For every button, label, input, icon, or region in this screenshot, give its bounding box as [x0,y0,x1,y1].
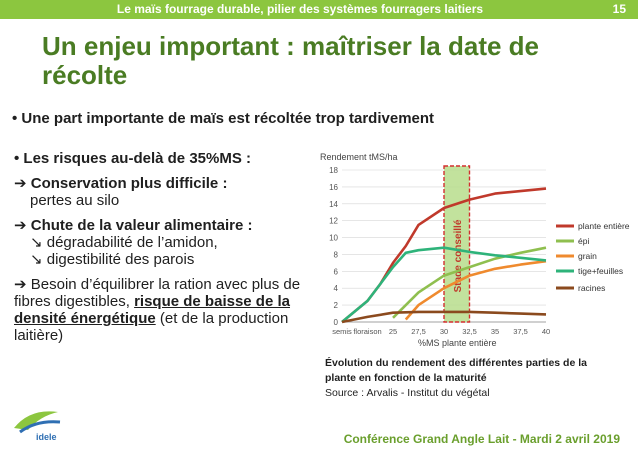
footer-text: Conférence Grand Angle Lait - Mardi 2 avril 2019 [343,432,620,446]
y-tick-label: 14 [329,199,338,209]
y-tick-label: 10 [329,233,338,243]
page-number: 15 [612,2,626,16]
x-tick-label: 32,5 [462,327,477,336]
fibre-bold: risque de baisse de la densité énergétique [14,293,290,327]
food-item-1: dégradabilité de l’amidon, [46,234,218,251]
food-bullet [14,217,314,268]
intro-text: Une part importante de maïs est récoltée trop tardivement [21,110,435,127]
legend-label: grain [578,251,597,261]
x-tick-label: 25 [388,327,398,336]
chart-caption [325,356,605,401]
caption-source: Source : Arvalis - Institut du végétal [325,387,490,399]
logo-text: idele [36,432,57,442]
idele-logo [10,398,72,444]
slide-title: Un enjeu important : maîtriser la date de récolte [42,31,539,90]
x-tick-label: floraison [353,327,382,336]
arrow-right-icon: ➔ [14,175,27,192]
legend-label: tige+feuilles [578,266,624,276]
risks-bullet: • Les risques au-delà de 35%MS : [14,150,251,167]
presentation-title: Le maïs fourrage durable, pilier des systèmes fourragers laitiers [116,2,484,16]
y-tick-label: 0 [333,318,338,327]
legend-label: racines [578,283,606,293]
risks-text: Les risques au-delà de 35%MS : [23,150,251,167]
arrow-right-icon: ➔ [14,217,27,234]
x-tick-label: 37,5 [513,327,528,336]
conservation-text: pertes au silo [30,192,120,209]
y-tick-label: 18 [329,166,338,175]
arrow-down-right-icon: ↘ [30,234,43,251]
legend-label: plante entière [578,221,630,231]
fibre-text-1: Besoin d’équilibrer la ration avec plus de fibres digestibles, [14,276,301,310]
conservation-head: Conservation plus difficile : [30,175,228,192]
chart-xlabel: %MS plante entière [418,338,497,348]
fibre-text-2: (et de la production laitière) [14,310,289,344]
food-item-2: digestibilité des parois [46,251,195,268]
arrow-down-right-icon: ↘ [30,251,43,268]
x-tick-label: semis [332,327,352,336]
recommended-stage-label: Stade conseillé [452,219,464,293]
fibre-bullet [14,276,314,344]
food-head: Chute de la valeur alimentaire : [30,217,253,234]
header-bar [0,0,638,19]
intro-bullet: • Une part importante de maïs est récoltée trop tardivement [12,110,435,127]
arrow-right-icon: ➔ [14,276,27,293]
x-tick-label: 27,5 [411,327,426,336]
y-tick-label: 4 [333,284,338,294]
conservation-bullet [14,175,314,209]
x-tick-label: 35 [490,327,500,336]
legend-label: épi [578,236,590,246]
caption-title: Évolution du rendement des différentes parties de la plante en fonction de la maturité [325,357,587,384]
y-tick-label: 12 [329,216,338,226]
x-tick-label: 40 [541,327,551,336]
y-tick-label: 8 [333,250,338,260]
y-tick-label: 6 [333,267,338,277]
y-tick-label: 2 [333,301,338,311]
x-tick-label: 30 [439,327,449,336]
yield-chart [318,150,634,350]
chart-ylabel: Rendement tMS/ha [320,152,398,162]
y-tick-label: 16 [329,182,338,192]
bullet-list [14,150,314,352]
